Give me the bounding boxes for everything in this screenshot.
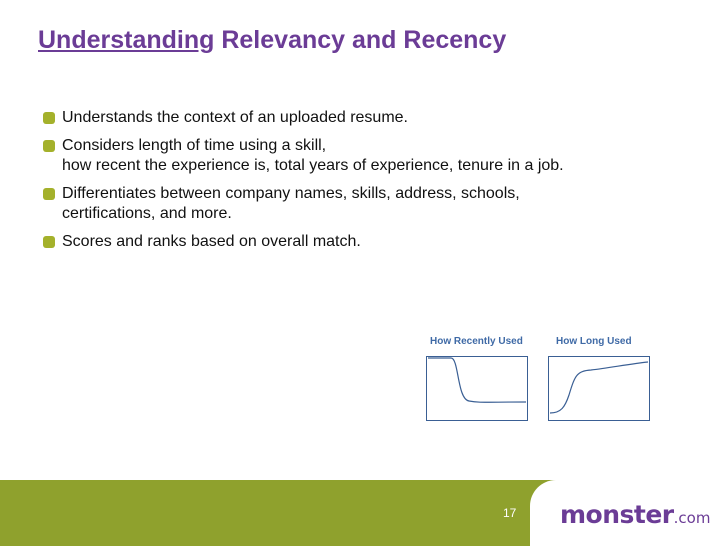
duration-chart xyxy=(548,356,650,421)
bullet-text: Considers length of time using a skill, xyxy=(62,137,327,154)
bullet-icon xyxy=(43,188,55,200)
recency-chart-label: How Recently Used xyxy=(430,336,523,347)
bullet-item xyxy=(40,108,680,128)
bullet-text: Understands the context of an uploaded resume. xyxy=(62,109,408,126)
bullet-text: certifications, and more. xyxy=(62,205,232,222)
slide-title xyxy=(38,26,506,55)
bullet-item xyxy=(40,184,680,224)
logo-domain: .com xyxy=(673,509,711,527)
bullet-icon xyxy=(43,140,55,152)
bullet-item xyxy=(40,136,680,176)
bullet-text: how recent the experience is, total years of experience, tenure in a job. xyxy=(62,157,564,174)
bullet-icon xyxy=(43,112,55,124)
recency-curve xyxy=(428,358,526,402)
bullet-text: Scores and ranks based on overall match. xyxy=(62,233,361,250)
page-number: 17 xyxy=(503,506,517,520)
bullet-text: Differentiates between company names, skills, address, schools, xyxy=(62,185,520,202)
bullet-item xyxy=(40,232,680,252)
duration-curve-svg xyxy=(549,357,649,420)
duration-chart-label: How Long Used xyxy=(556,336,632,347)
logo-main: monster xyxy=(560,500,674,529)
recency-chart xyxy=(426,356,528,421)
duration-curve xyxy=(550,362,648,413)
recency-curve-svg xyxy=(427,357,527,420)
bullet-icon xyxy=(43,236,55,248)
bullet-list xyxy=(40,108,680,260)
title-underlined-word: Understanding xyxy=(38,26,215,54)
title-rest: Relevancy and Recency xyxy=(214,26,507,54)
monster-logo xyxy=(560,500,710,529)
